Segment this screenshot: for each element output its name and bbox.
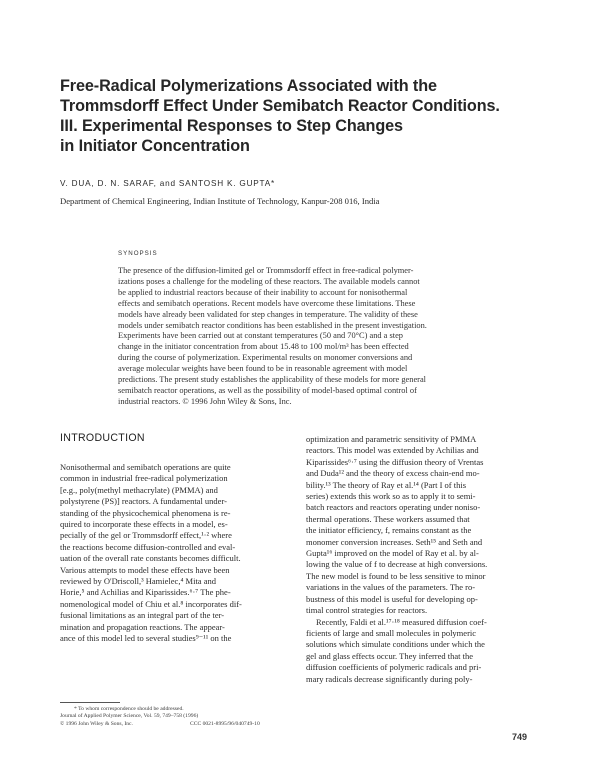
abstract-line: change in the initiator concentration from about 15.48 to 100 mol/m³ has been effected bbox=[118, 342, 409, 352]
abstract-line: Experiments have been carried out at constant temperatures (50 and 70°C) and a step bbox=[118, 331, 403, 341]
body-line: fusional limitations as an integral part of the ter- bbox=[60, 610, 225, 621]
body-line: Various attempts to model these effects have been bbox=[60, 564, 230, 575]
body-line: mary radicals decrease significantly during poly- bbox=[306, 673, 473, 684]
abstract-line: industrial reactors. © 1996 John Wiley & Sons, Inc. bbox=[118, 396, 292, 406]
body-line: Gupta¹⁶ improved on the model of Ray et al. by al- bbox=[306, 548, 479, 559]
abstract-line: be applied to industrial reactors because of their inability to account for nonisothermal bbox=[118, 287, 408, 297]
body-line: thermal operations. These workers assumed that bbox=[306, 513, 470, 524]
paper-title bbox=[60, 76, 560, 156]
body-line: [e.g., poly(methyl methacrylate) (PMMA) and bbox=[60, 484, 218, 495]
title-line: Trommsdorff Effect Under Semibatch Reactor Conditions. bbox=[60, 97, 500, 115]
body-line: Horie,⁵ and Achilias and Kiparissides.⁶·⁷ The phe- bbox=[60, 587, 231, 598]
body-line: gel and glass effects occur. They inferred that the bbox=[306, 650, 474, 661]
body-line: series) extends this work so as to apply it to semi- bbox=[306, 491, 476, 502]
body-line: diffusion coefficients of polymeric radicals and pri- bbox=[306, 662, 482, 673]
journal-citation: Journal of Applied Polymer Science, Vol. 59, 749–758 (1996) bbox=[60, 713, 199, 720]
abstract-line: during the course of polymerization. Experimental results on monomer conversions and bbox=[118, 353, 413, 363]
body-line: The new model is found to be less sensitive to minor bbox=[306, 570, 486, 581]
synopsis-text bbox=[118, 266, 542, 408]
abstract-line: average molecular weights have been found to be in reasonable agreement with model bbox=[118, 364, 408, 374]
body-line: polystyrene (PS)] reactors. A fundamental under- bbox=[60, 496, 227, 507]
body-line: Kiparissides⁶·⁷ using the diffusion theory of Vrentas bbox=[306, 456, 484, 467]
ccc-code: CCC 0021-8995/96/040749-10 bbox=[190, 720, 260, 727]
body-line: bility.¹³ The theory of Ray et al.¹⁴ (Part I of this bbox=[306, 479, 467, 490]
body-line: reactors. This model was extended by Achilias and bbox=[306, 445, 479, 456]
abstract-line: The presence of the diffusion-limited gel or Trommsdorff effect in free-radical polymer- bbox=[118, 266, 414, 275]
body-line: and Duda¹² and the theory of excess chain-end mo- bbox=[306, 468, 480, 479]
body-line: batch reactors and reactors operating under noniso- bbox=[306, 502, 481, 513]
body-line: quired to incorporate these effects in a model, es- bbox=[60, 519, 228, 530]
title-line: III. Experimental Responses to Step Changes bbox=[60, 117, 403, 135]
body-line: lowing the value of f to decrease at high conversions. bbox=[306, 559, 488, 570]
footnotes bbox=[60, 706, 296, 728]
title-line: Free-Radical Polymerizations Associated with the bbox=[60, 77, 437, 95]
abstract-line: izations poses a challenge for the modeling of these reactors. The available models cannot bbox=[118, 276, 420, 286]
body-line: the initiator efficiency, f, remains constant as the bbox=[306, 525, 472, 536]
body-line: optimization and parametric sensitivity of PMMA bbox=[306, 434, 477, 444]
body-line: common in industrial free-radical polymerization bbox=[60, 473, 228, 484]
body-line: standing of the physicochemical phenomena is re- bbox=[60, 507, 231, 518]
introduction-heading: INTRODUCTION bbox=[60, 432, 145, 444]
body-line: pecially of the gel or Trommsdorff effect,¹·² where bbox=[60, 530, 232, 541]
abstract-line: models have already been validated for step changes in temperature. The validity of these bbox=[118, 309, 418, 319]
body-line: uation of the overall rate constants becomes difficult. bbox=[60, 553, 241, 564]
body-line: monomer conversion increases. Seth¹⁵ and Seth and bbox=[306, 536, 483, 547]
footnote-divider bbox=[60, 702, 120, 703]
copyright-line bbox=[60, 721, 296, 728]
body-line: variations in the values of the parameters. The ro- bbox=[306, 582, 476, 593]
body-line: timal control strategies for reactors. bbox=[306, 605, 428, 616]
body-line: Recently, Faldi et al.¹⁷·¹⁸ measured diffusion coef- bbox=[316, 616, 487, 627]
copyright-left: © 1996 John Wiley & Sons, Inc. bbox=[60, 720, 133, 727]
body-line: ficients of large and small molecules in polymeric bbox=[306, 627, 477, 638]
body-line: solutions which simulate conditions under which the bbox=[306, 639, 485, 650]
body-line: mination and propagation reactions. The appear- bbox=[60, 621, 225, 632]
synopsis-heading: SYNOPSIS bbox=[118, 250, 158, 257]
abstract-line: semibatch reactor operations, as well as the possibility of model-based optimal control of bbox=[118, 385, 417, 395]
body-line: Nonisothermal and semibatch operations are quite bbox=[60, 462, 231, 472]
abstract-line: models under semibatch reactor conditions has been established in the present investigation. bbox=[118, 320, 427, 330]
abstract-line: effects and semibatch operations. Recent models have overcome these limitations. These bbox=[118, 298, 416, 308]
page-number: 749 bbox=[512, 732, 528, 742]
title-line: in Initiator Concentration bbox=[60, 137, 250, 155]
abstract-line: predictions. The present study establishes the applicability of these models for more general bbox=[118, 375, 427, 385]
introduction-left-column bbox=[60, 462, 296, 645]
body-line: the reactions become diffusion-controlled and eval- bbox=[60, 541, 236, 552]
body-line: reviewed by O'Driscoll,³ Hamielec,⁴ Mita and bbox=[60, 576, 216, 587]
author-list: V. DUA, D. N. SARAF, and SANTOSH K. GUPTA* bbox=[60, 179, 275, 188]
body-line: ance of this model led to several studies⁹⁻¹¹ on the bbox=[60, 633, 232, 644]
correspondence-note: * To whom correspondence should be addressed. bbox=[74, 706, 184, 712]
introduction-right-column bbox=[306, 434, 542, 685]
affiliation: Department of Chemical Engineering, Indian Institute of Technology, Kanpur-208 016, India bbox=[60, 196, 380, 206]
body-line: bustness of this model is useful for developing op- bbox=[306, 593, 478, 604]
body-line: nomenological model of Chiu et al.⁸ incorporates dif- bbox=[60, 598, 242, 609]
